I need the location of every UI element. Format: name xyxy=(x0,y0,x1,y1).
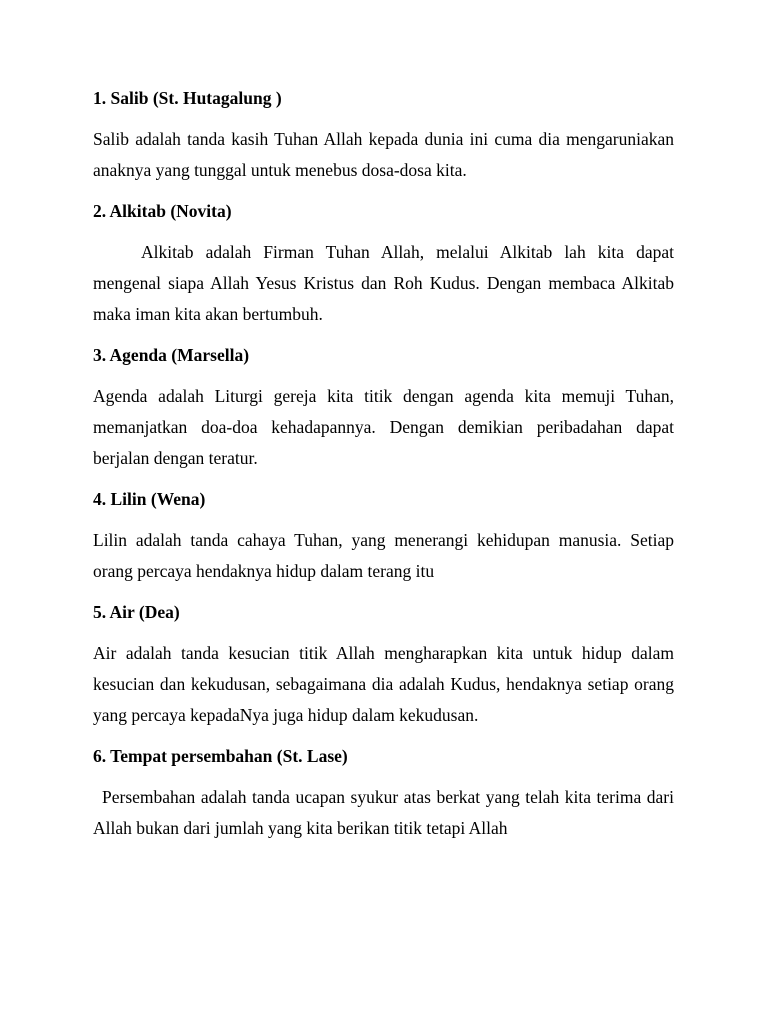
section-agenda xyxy=(93,340,674,474)
section-paragraph: Lilin adalah tanda cahaya Tuhan, yang menerangi kehidupan manusia. Setiap orang percaya hendaknya hidup dalam terang itu xyxy=(93,530,674,581)
section-air xyxy=(93,597,674,731)
section-lilin xyxy=(93,484,674,587)
section-paragraph: Persembahan adalah tanda ucapan syukur atas berkat yang telah kita terima dari Allah bukan dari jumlah yang kita berikan titik tetapi Allah xyxy=(93,787,674,838)
section-heading: 5. Air (Dea) xyxy=(93,602,180,622)
section-paragraph: Air adalah tanda kesucian titik Allah mengharapkan kita untuk hidup dalam kesucian dan kekudusan, sebagaimana dia adalah Kudus, hendaknya setiap orang yang percaya kepadaNya juga hidup dalam kekudusan. xyxy=(93,643,674,725)
section-paragraph: Salib adalah tanda kasih Tuhan Allah kepada dunia ini cuma dia mengaruniakan anaknya yang tunggal untuk menebus dosa-dosa kita. xyxy=(93,129,674,180)
section-tempat-persembahan xyxy=(93,741,674,844)
section-heading: 4. Lilin (Wena) xyxy=(93,489,206,509)
section-alkitab xyxy=(93,196,674,330)
document-body xyxy=(93,83,674,854)
section-paragraph: Agenda adalah Liturgi gereja kita titik dengan agenda kita memuji Tuhan, memanjatkan doa-doa kehadapannya. Dengan demikian peribadahan dapat berjalan dengan teratur. xyxy=(93,386,674,468)
section-heading: 6. Tempat persembahan (St. Lase) xyxy=(93,746,348,766)
section-heading: 1. Salib (St. Hutagalung ) xyxy=(93,88,282,108)
section-paragraph: Alkitab adalah Firman Tuhan Allah, melalui Alkitab lah kita dapat mengenal siapa Allah Yesus Kristus dan Roh Kudus. Dengan membaca Alkitab maka iman kita akan bertumbuh. xyxy=(93,242,674,324)
section-heading: 3. Agenda (Marsella) xyxy=(93,345,250,365)
section-heading: 2. Alkitab (Novita) xyxy=(93,201,232,221)
section-salib xyxy=(93,83,674,186)
